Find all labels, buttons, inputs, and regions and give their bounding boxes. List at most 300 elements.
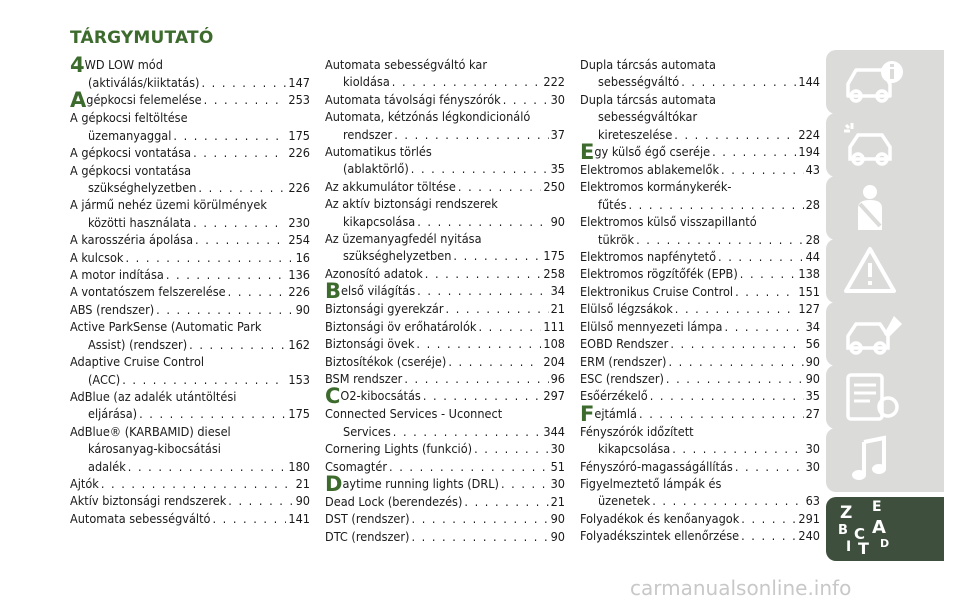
page-number: 51	[550, 458, 565, 474]
index-tab-letter: E	[872, 499, 882, 515]
page-number: 90	[805, 370, 820, 386]
index-entry[interactable]	[325, 353, 565, 370]
dot-leader	[741, 510, 796, 527]
index-entry[interactable]	[325, 279, 565, 304]
page-number: 90	[295, 493, 310, 509]
entry-text: A gépkocsi vontatása	[70, 145, 192, 161]
index-entry[interactable]	[70, 475, 310, 492]
page-number: 90	[550, 528, 565, 544]
entry-text: gépkocsi felemelése	[86, 92, 202, 108]
index-tab-letter: A	[872, 517, 886, 538]
index-entry[interactable]	[580, 178, 820, 213]
index-tab-letter: T	[858, 539, 869, 558]
entry-text: rendszer	[343, 126, 393, 142]
dot-leader	[423, 387, 542, 405]
index-tab-letter: I	[846, 539, 852, 555]
entry-text: ejtámlá	[594, 405, 637, 421]
entry-text: szükséghelyzetben	[343, 248, 452, 264]
index-entry[interactable]	[70, 88, 310, 113]
index-column-3	[580, 56, 820, 545]
index-column-2	[325, 56, 565, 545]
page-number: 27	[805, 405, 820, 421]
index-entry[interactable]	[325, 195, 565, 230]
entry-text: Biztosítékok (cseréje)	[325, 353, 447, 369]
entry-text: A kulcsok	[70, 249, 124, 265]
car-wrench-icon	[840, 308, 910, 360]
dot-leader	[652, 492, 803, 509]
entry-text: adalék	[88, 458, 126, 474]
entry-text: Automata sebességváltó kar	[325, 57, 487, 72]
entry-text: Az üzemanyagfedél nyitása	[325, 231, 482, 247]
dot-leader	[228, 492, 293, 509]
page-number: 291	[798, 510, 820, 526]
entry-text: üzemanyaggal	[88, 127, 172, 143]
entry-text: Fényszóró-magasságállítás	[580, 458, 733, 474]
index-entry[interactable]	[325, 230, 565, 265]
index-entry[interactable]	[325, 458, 565, 475]
tab-index[interactable]	[826, 497, 944, 561]
tab-specs[interactable]	[826, 365, 944, 429]
index-entry[interactable]	[580, 401, 820, 426]
dot-leader	[674, 126, 796, 143]
dot-leader	[735, 283, 796, 300]
index-tab-letter: C	[854, 525, 866, 543]
entry-text: első világítás	[341, 283, 416, 299]
dot-leader	[458, 178, 541, 195]
index-entry[interactable]	[580, 370, 820, 387]
dot-leader	[448, 353, 541, 370]
page-number: 127	[798, 301, 820, 317]
multimedia-icon	[840, 434, 910, 486]
dot-leader	[718, 248, 804, 265]
index-entry[interactable]	[580, 283, 820, 300]
index-entry[interactable]	[70, 266, 310, 283]
car-info-icon	[840, 56, 910, 108]
entry-text: Folyadékok és kenőanyagok	[580, 510, 740, 526]
entry-text: Adaptive Cruise Control	[70, 354, 205, 370]
dot-leader	[101, 475, 294, 492]
page-number: 226	[288, 180, 310, 196]
entry-text: Az aktív biztonsági rendszerek	[325, 196, 498, 212]
page-title: TÁRGYMUTATÓ	[70, 28, 214, 48]
index-tab-letter: Z	[840, 503, 853, 523]
index-entry[interactable]	[580, 318, 820, 335]
index-entry[interactable]	[580, 213, 820, 248]
tab-warnings[interactable]	[826, 239, 944, 303]
dot-leader	[670, 335, 803, 352]
page-number: 240	[798, 528, 820, 544]
entry-text: A karosszéria ápolása	[70, 232, 194, 248]
index-entry[interactable]	[580, 387, 820, 404]
entry-text: (aktiválás/kiiktatás)	[88, 75, 200, 90]
index-entry[interactable]	[70, 301, 310, 318]
entry-text: Elektromos külső visszapillantó	[580, 214, 757, 230]
page-number: 344	[543, 423, 565, 439]
page-number: 175	[288, 127, 310, 143]
warning-triangle-icon	[840, 245, 910, 297]
page-number: 30	[805, 458, 820, 474]
index-entry[interactable]	[325, 108, 565, 143]
index-entry[interactable]	[580, 458, 820, 475]
index-entry[interactable]	[580, 161, 820, 178]
entry-text: kireteszelése	[598, 126, 673, 142]
section-letter: F	[580, 401, 595, 426]
entry-text: Elülső mennyezeti lámpa	[580, 318, 723, 334]
entry-text: Biztonsági öv erőhatárolók	[325, 318, 477, 334]
dot-leader	[125, 249, 293, 266]
entry-text: O2-kibocsátás	[340, 388, 421, 404]
dot-leader	[668, 353, 803, 370]
dot-leader	[735, 458, 804, 475]
dot-leader	[417, 282, 548, 300]
dot-leader	[740, 265, 797, 282]
dot-leader	[741, 527, 796, 544]
page-number: 180	[288, 458, 310, 474]
page-number: 144	[798, 74, 820, 90]
page-number: 21	[550, 493, 565, 509]
page-number: 222	[543, 74, 565, 90]
entry-text: ERM (rendszer)	[580, 353, 667, 369]
dot-leader	[639, 405, 804, 423]
page-number: 230	[288, 214, 310, 230]
dot-leader	[195, 231, 286, 248]
index-entry[interactable]	[325, 143, 565, 178]
page-number: 30	[805, 441, 820, 457]
entry-text: Biztonsági gyerekzár	[325, 301, 444, 317]
entry-text: Services	[343, 423, 391, 439]
index-entry[interactable]	[70, 231, 310, 248]
section-letter: E	[580, 140, 595, 165]
index-entry[interactable]	[70, 249, 310, 266]
entry-text: Connected Services - Uconnect	[325, 406, 503, 422]
index-entry[interactable]	[70, 353, 310, 388]
page-number: 21	[550, 301, 565, 317]
page-number: 108	[543, 336, 565, 352]
index-entry[interactable]	[70, 318, 310, 353]
entry-text: A gépkocsi feltöltése	[70, 110, 188, 126]
dot-leader	[681, 73, 796, 90]
entry-text: Active ParkSense (Automatic Park	[70, 319, 262, 335]
dot-leader	[501, 475, 549, 493]
dot-leader	[201, 74, 286, 91]
dot-leader	[672, 440, 803, 457]
entry-text: Folyadékszintek ellenőrzése	[580, 528, 740, 544]
seatbelt-person-icon	[840, 182, 910, 234]
page-number: 90	[295, 301, 310, 317]
dot-leader	[392, 73, 542, 90]
page-number: 90	[550, 511, 565, 527]
entry-text: Ajtók	[70, 475, 99, 491]
entry-text: DST (rendszer)	[325, 511, 410, 527]
index-entry[interactable]	[580, 265, 820, 282]
page-number: 37	[550, 126, 565, 142]
entry-text: ABS (rendszer)	[70, 301, 155, 317]
page-number: 35	[550, 161, 565, 177]
index-entry[interactable]	[325, 510, 565, 527]
entry-text: WD LOW mód	[84, 57, 163, 72]
chapter-tabs	[826, 50, 944, 494]
entry-text: Assist) (rendszer)	[88, 336, 188, 352]
section-letter: 4	[70, 53, 85, 77]
index-entry[interactable]	[325, 56, 565, 91]
dot-leader	[411, 160, 549, 177]
entry-text: közötti használata	[88, 214, 192, 230]
dot-leader	[411, 528, 548, 545]
entry-text: Fényszórók időzített	[580, 423, 694, 439]
entry-text: Biztonsági övek	[325, 336, 415, 352]
page-number: 224	[798, 126, 820, 142]
entry-text: (ablaktörlő)	[343, 161, 409, 177]
dot-leader	[650, 387, 804, 404]
index-entry[interactable]	[70, 162, 310, 197]
index-entry[interactable]	[580, 335, 820, 352]
index-entry[interactable]	[580, 510, 820, 527]
dot-leader	[417, 213, 548, 230]
entry-text: aytime running lights (DRL)	[342, 475, 499, 491]
page-number: 28	[805, 231, 820, 247]
entry-text: Elektronikus Cruise Control	[580, 283, 734, 299]
entry-text: eljárása)	[88, 406, 138, 422]
entry-text: kioldása	[343, 74, 390, 90]
index-entry[interactable]	[325, 440, 565, 457]
index-entry[interactable]	[70, 423, 310, 475]
entry-text: EOBD Rendszer	[580, 336, 669, 352]
page-number: 43	[805, 162, 820, 178]
index-entry[interactable]	[325, 265, 565, 282]
page-number: 34	[550, 283, 565, 299]
index-entry[interactable]	[70, 388, 310, 423]
page-number: 111	[543, 318, 565, 334]
dot-leader	[712, 143, 796, 161]
index-entry[interactable]	[580, 353, 820, 370]
entry-text: DTC (rendszer)	[325, 528, 410, 544]
entry-text: sebességváltókar	[598, 109, 698, 125]
dot-leader	[666, 370, 804, 387]
page-number: 30	[550, 441, 565, 457]
page-number: 28	[805, 196, 820, 212]
entry-text: szükséghelyzetben	[88, 180, 197, 196]
dot-leader	[503, 91, 549, 108]
entry-text: fűtés	[598, 196, 627, 212]
dot-leader	[453, 247, 541, 264]
entry-text: A jármű nehéz üzemi körülmények	[70, 197, 267, 213]
dot-leader	[416, 335, 541, 352]
entry-text: AdBlue (az adalék utántöltési	[70, 388, 237, 404]
index-entry[interactable]	[325, 178, 565, 195]
page-number: 16	[295, 249, 310, 265]
dot-leader	[393, 423, 542, 440]
page-number: 254	[288, 232, 310, 248]
page-number: 250	[543, 178, 565, 194]
page-number: 90	[805, 353, 820, 369]
dot-leader	[139, 405, 286, 422]
dot-leader	[193, 144, 286, 161]
index-entry[interactable]	[70, 283, 310, 300]
index-entry[interactable]	[580, 475, 820, 510]
index-entry[interactable]	[325, 405, 565, 440]
entry-text: gy külső égő cseréje	[594, 144, 711, 160]
dot-leader	[404, 370, 548, 387]
page-number: 151	[798, 283, 820, 299]
dot-leader	[675, 300, 797, 317]
entry-text: ESC (rendszer)	[580, 370, 664, 386]
dot-leader	[464, 493, 548, 510]
page-number: 56	[805, 336, 820, 352]
entry-text: Dupla tárcsás automata	[580, 57, 716, 72]
page-number: 153	[288, 371, 310, 387]
dot-leader	[725, 318, 804, 335]
page-number: 226	[288, 284, 310, 300]
entry-text: A motor indítása	[70, 267, 164, 283]
index-tab-letter: D	[880, 537, 890, 550]
index-entry[interactable]	[580, 56, 820, 91]
entry-text: Automatikus törlés	[325, 144, 432, 160]
index-entry[interactable]	[70, 53, 310, 91]
page-number: 30	[550, 91, 565, 107]
page-number: 138	[798, 266, 820, 282]
page-number: 96	[550, 370, 565, 386]
index-entry[interactable]	[325, 528, 565, 545]
entry-text: AdBlue® (KARBAMID) diesel	[70, 423, 231, 439]
section-letter: A	[70, 88, 87, 113]
entry-text: tükrök	[598, 231, 635, 247]
dot-leader	[166, 266, 287, 283]
page-number: 90	[550, 213, 565, 229]
section-letter: D	[325, 471, 343, 496]
index-entry[interactable]	[70, 492, 310, 509]
entry-text: Elülső légzsákok	[580, 301, 673, 317]
index-entry[interactable]	[325, 493, 565, 510]
index-tab-letter: B	[838, 523, 848, 538]
entry-text: Automata távolsági fényszórók	[325, 91, 501, 107]
page-number: 141	[288, 510, 310, 526]
dot-leader	[189, 336, 286, 353]
index-entry[interactable]	[325, 471, 565, 496]
index-entry[interactable]	[580, 91, 820, 143]
index-entry[interactable]	[580, 140, 820, 165]
entry-text: Dead Lock (berendezés)	[325, 493, 463, 509]
entry-text: Az akkumulátor töltése	[325, 178, 456, 194]
entry-text: Elektromos rögzítőfék (EPB)	[580, 266, 738, 282]
dot-leader	[204, 91, 287, 109]
entry-text: sebességváltó	[598, 74, 680, 90]
entry-text: üzenetek	[598, 493, 651, 509]
index-entry[interactable]	[580, 248, 820, 265]
page-number: 194	[798, 144, 820, 160]
entry-text: Aktív biztonsági rendszerek	[70, 493, 227, 509]
spec-sheet-icon	[840, 371, 910, 423]
index-entry[interactable]	[325, 300, 565, 317]
entry-text: Esőérzékelő	[580, 388, 648, 404]
index-entry[interactable]	[325, 370, 565, 387]
entry-text: Dupla tárcsás automata	[580, 91, 716, 107]
dot-leader	[193, 214, 286, 231]
dot-leader	[412, 510, 549, 527]
entry-text: Csomagtér	[325, 458, 387, 474]
tab-safety[interactable]	[826, 176, 944, 240]
entry-text: Elektromos ablakemelők	[580, 162, 720, 178]
page-number: 34	[805, 318, 820, 334]
entry-text: Cornering Lights (funkció)	[325, 441, 473, 457]
index-column-1	[70, 53, 310, 527]
tab-lights[interactable]	[826, 113, 944, 177]
entry-text: Elektromos napfénytető	[580, 249, 717, 265]
page-number: 162	[288, 336, 310, 352]
index-entry[interactable]	[70, 510, 310, 527]
dot-leader	[198, 179, 286, 196]
dot-leader	[478, 318, 541, 335]
entry-text: kikapcsolása	[343, 213, 416, 229]
index-entry[interactable]	[325, 384, 565, 409]
page-number: 175	[543, 248, 565, 264]
page-number: 175	[288, 406, 310, 422]
dot-leader	[228, 283, 287, 300]
dot-leader	[128, 458, 287, 475]
entry-text: Elektromos kormánykerék-	[580, 179, 732, 195]
index-entry[interactable]	[325, 318, 565, 335]
page-number: 136	[288, 267, 310, 283]
entry-text: Automata, kétzónás légkondicionáló	[325, 109, 531, 125]
index-entry[interactable]	[70, 196, 310, 231]
dot-leader	[389, 458, 549, 475]
page-number: 258	[543, 265, 565, 281]
dot-leader	[474, 440, 549, 457]
entry-text: A vontatószem felszerelése	[70, 284, 226, 300]
page-number: 35	[805, 388, 820, 404]
index-entry[interactable]	[70, 109, 310, 144]
page-number: 44	[805, 249, 820, 265]
dot-leader	[173, 127, 286, 144]
index-entry[interactable]	[580, 300, 820, 317]
dot-leader	[122, 371, 286, 388]
entry-text: Figyelmeztető lámpák és	[580, 475, 722, 491]
entry-text: BSM rendszer	[325, 370, 403, 386]
index-entry[interactable]	[325, 91, 565, 108]
dot-leader	[212, 510, 286, 527]
index-entry[interactable]	[580, 527, 820, 544]
entry-text: (ACC)	[88, 371, 121, 387]
page-number: 147	[288, 75, 310, 90]
index-entry[interactable]	[580, 423, 820, 458]
section-letter: C	[325, 384, 341, 409]
entry-text: Azonosító adatok	[325, 265, 423, 281]
page-number: 226	[288, 145, 310, 161]
dot-leader	[425, 265, 542, 282]
dot-leader	[636, 231, 804, 248]
watermark: carmanualsonline.info	[630, 576, 852, 600]
dot-leader	[628, 196, 803, 213]
entry-text: károsanyag-kibocsátási	[88, 441, 221, 457]
index-entry[interactable]	[70, 144, 310, 161]
tab-multimedia[interactable]	[826, 428, 944, 492]
index-entry[interactable]	[325, 335, 565, 352]
page-number: 253	[288, 92, 310, 108]
page-number: 297	[543, 388, 565, 404]
tab-car-info[interactable]	[826, 50, 944, 114]
dot-leader	[446, 300, 549, 317]
dot-leader	[394, 126, 548, 143]
entry-text: A gépkocsi vontatása	[70, 162, 192, 178]
tab-maintenance[interactable]	[826, 302, 944, 366]
dot-leader	[721, 161, 804, 178]
entry-text: kikapcsolása	[598, 441, 671, 457]
car-light-icon	[840, 119, 910, 171]
section-letter: B	[325, 279, 342, 304]
dot-leader	[156, 301, 293, 318]
page-number: 21	[295, 475, 310, 491]
page-number: 30	[550, 475, 565, 491]
page-number: 204	[543, 353, 565, 369]
